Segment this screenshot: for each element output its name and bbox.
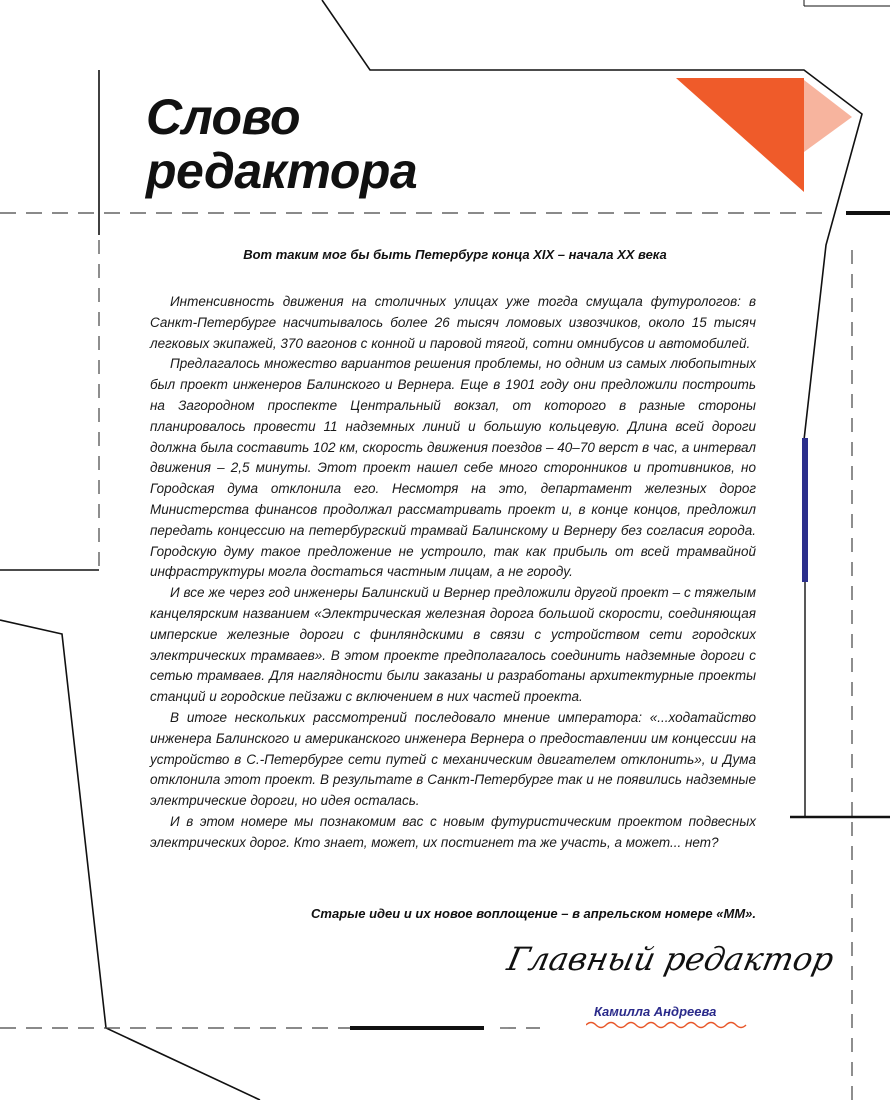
paragraph: В итоге нескольких рассмотрений последовало мнение императора: «...ходатайство инженера Балинского и американского инженера Вернера о предоставлении им концессии на устройство в С.-Петербурге сети путей с механическим двигателем отклонить», и Дума отклонила этот проект. В результате в Санкт-Петербурге так и не появились надземные электрические дороги, но идея осталась.	[150, 709, 756, 809]
title-line-1: Слово	[146, 89, 301, 145]
signature-handwritten: Главный редактор	[503, 940, 838, 978]
orange-triangle	[676, 78, 804, 192]
title-line-2: редактора	[146, 143, 418, 199]
page-title	[146, 90, 417, 198]
paragraph: Предлагалось множество вариантов решения проблемы, но одним из самых любопытных был проект инженеров Балинского и Вернера. Еще в 1901 году они предложили построить на Загородном проспекте Центральный вокзал, от которого в разные стороны планировалось провести 11 надземных линий и большую кольцевую. Длина всей дороги должна была составить 102 км, скорость движения поездов – 40–70 верст в час, а интервал движения – 2,5 минуты. Этот проект нашел себе много сторонников и противников, но Городская дума отклонила его. Несмотря на это, департамент железных дорог Министерства финансов продолжал рассматривать проект и, в конце концов, предложил передать концессию на петербургский трамвай Балинскому и Вернеру без согласия города. Городскую думу такое предложение не устроило, так как прибыль от всей трамвайной инфраструктуры могла достаться частным лицам, а не городу.	[150, 356, 756, 580]
paragraph: И в этом номере мы познакомим вас с новым футуристическим проектом подвесных электрических дорог. Кто знает, может, их постигнет та же участь, а может... нет?	[150, 813, 756, 850]
article-subtitle: Вот таким мог бы быть Петербург конца XIX – начала XX века	[243, 247, 667, 262]
paragraph: Интенсивность движения на столичных улицах уже тогда смущала футурологов: в Санкт-Петербурге насчитывалось более 26 тысяч ломовых извозчиков, около 15 тысяч легковых экипажей, 370 вагонов с конной и паровой тягой, сотни омнибусов и автомобилей.	[150, 294, 756, 351]
editor-name: Камилла Андреева	[594, 1004, 717, 1019]
paragraph: И все же через год инженеры Балинский и Вернер предложили другой проект – с тяжелым канцелярским названием «Электрическая железная дорога большой скорости, соединяющая имперские железные дороги с финляндскими в связи с устройством сети городских электрических трамваев». В этом проекте предполагалось соединить надземные дороги с сетью трамваев. Для наглядности были заказаны и разработаны архитектурные проекты станций и городские пейзажи с включением в них частей проекта.	[150, 585, 756, 705]
peach-triangle	[804, 80, 852, 152]
article-body	[150, 292, 756, 854]
squiggle-underline	[586, 1020, 748, 1030]
closing-line: Старые идеи и их новое воплощение – в апрельском номере «ММ».	[311, 906, 756, 921]
